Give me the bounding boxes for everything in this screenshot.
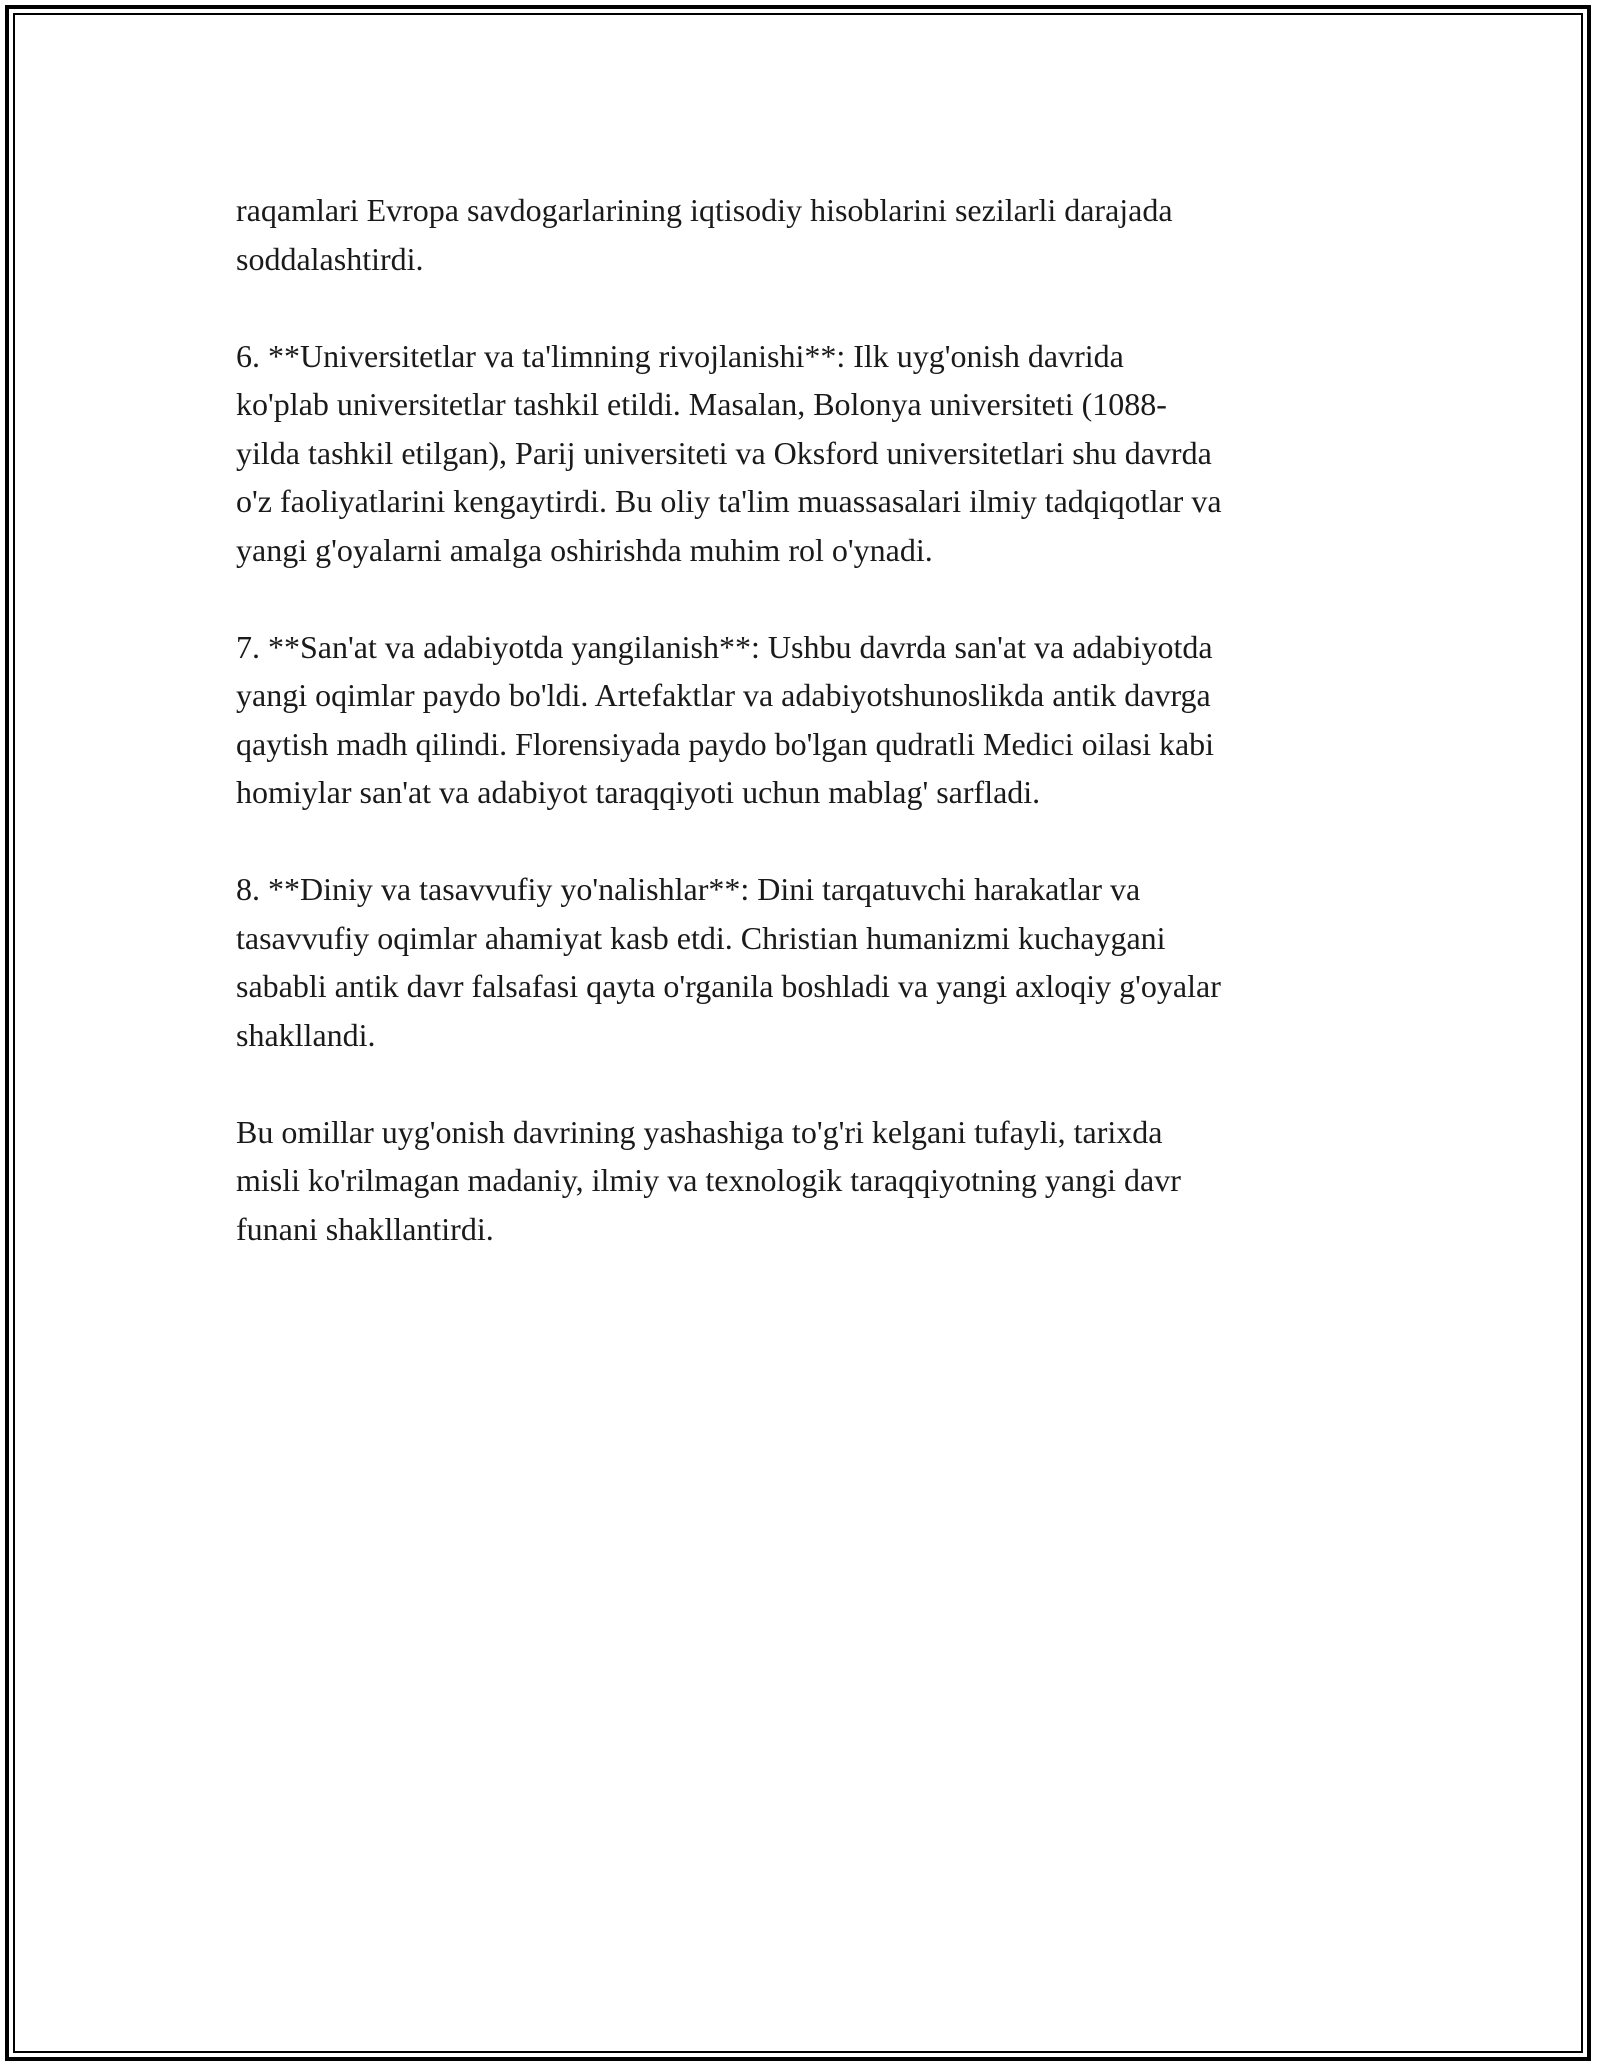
text-line: shakllandi.	[236, 1016, 376, 1053]
text-line: tasavvufiy oqimlar ahamiyat kasb etdi. Christian humanizmi kuchaygani	[236, 919, 1166, 956]
text-line: yangi g'oyalarni amalga oshirishda muhim rol o'ynadi.	[236, 531, 933, 568]
text-line: 6. **Universitetlar va ta'limning rivojlanishi**: Ilk uyg'onish davrida	[236, 337, 1124, 374]
text-line: 8. **Diniy va tasavvufiy yo'nalishlar**: Dini tarqatuvchi harakatlar va	[236, 871, 1141, 907]
text-line: soddalashtirdi.	[236, 240, 424, 277]
text-line: yangi oqimlar paydo bo'ldi. Artefaktlar va adabiyotshunoslikda antik davrga	[236, 677, 1211, 713]
text-line: qaytish madh qilindi. Florensiyada paydo bo'lgan qudratli Medici oilasi kabi	[236, 725, 1215, 762]
text-line: raqamlari Evropa savdogarlarining iqtisodiy hisoblarini sezilarli darajada	[236, 192, 1173, 228]
text-line: Bu omillar uyg'onish davrining yashashiga to'g'ri kelgani tufayli, tarixda	[236, 1113, 1163, 1150]
text-line: 7. **San'at va adabiyotda yangilanish**: Ushbu davrda san'at va adabiyotda	[236, 628, 1213, 665]
document-body	[236, 186, 1376, 1253]
paragraph-item-7	[236, 623, 1376, 817]
paragraph-continuation	[236, 186, 1376, 283]
text-line: ko'plab universitetlar tashkil etildi. Masalan, Bolonya universiteti (1088-	[236, 386, 1167, 422]
paragraph-item-8	[236, 865, 1376, 1059]
paragraph-conclusion	[236, 1108, 1376, 1254]
text-line: o'z faoliyatlarini kengaytirdi. Bu oliy ta'lim muassasalari ilmiy tadqiqotlar va	[236, 483, 1222, 519]
text-line: sababli antik davr falsafasi qayta o'rganila boshladi va yangi axloqiy g'oyalar	[236, 968, 1221, 1004]
paragraph-item-6	[236, 332, 1376, 575]
text-line: misli ko'rilmagan madaniy, ilmiy va texnologik taraqqiyotning yangi davr	[236, 1162, 1181, 1198]
text-line: homiylar san'at va adabiyot taraqqiyoti uchun mablag' sarfladi.	[236, 774, 1041, 810]
text-line: funani shakllantirdi.	[236, 1210, 494, 1247]
text-line: yilda tashkil etilgan), Parij universiteti va Oksford universitetlari shu davrda	[236, 434, 1212, 471]
